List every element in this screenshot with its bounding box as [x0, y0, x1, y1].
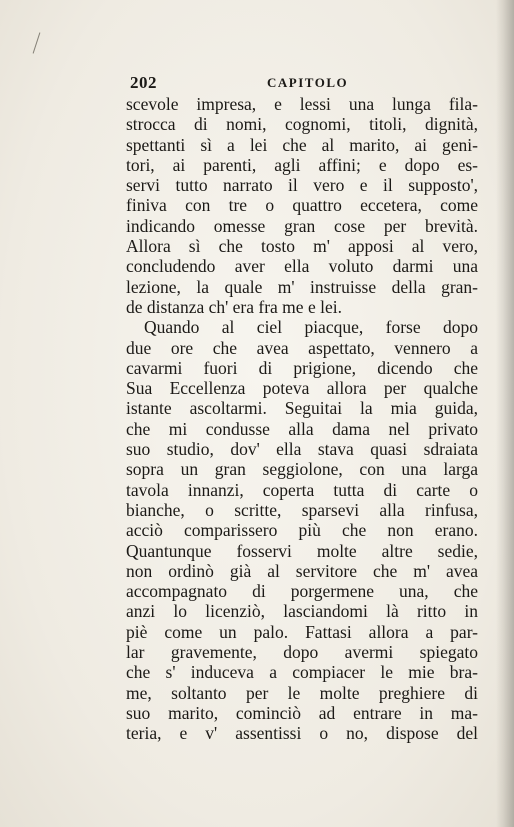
text-line: indicando omesse gran cose per brevità. [126, 215, 478, 236]
text-line: concludendo aver ella voluto darmi una [126, 256, 478, 277]
text-line: teria, e v' assentissi o no, dispose del [126, 723, 478, 744]
page-gutter-shadow [496, 0, 514, 827]
margin-pencil-mark [33, 32, 41, 53]
text-line: tavola innanzi, coperta tutta di carte o [126, 479, 478, 500]
text-line: lar gravemente, dopo avermi spiegato [126, 642, 478, 663]
text-line: accompagnato di porgermene una, che [126, 581, 478, 602]
text-line: suo studio, dov' ella stava quasi sdraiata [126, 439, 478, 460]
text-line: piè come un palo. Fattasi allora a par- [126, 621, 478, 642]
text-line: cavarmi fuori di prigione, dicendo che [126, 357, 478, 378]
text-line: bianche, o scritte, sparsevi alla rinfusa, [126, 499, 478, 520]
text-line: servi tutto narrato il vero e il supposto', [126, 175, 478, 196]
text-line: istante ascoltarmi. Seguitai la mia guida, [126, 398, 478, 419]
text-line: acciò comparissero più che non erano. [126, 520, 478, 541]
text-line: tori, ai parenti, agli affini; e dopo es- [126, 154, 478, 175]
text-line: non ordinò già al servitore che m' avea [126, 560, 478, 581]
text-line: de distanza ch' era fra me e lei. [126, 296, 342, 317]
text-line: strocca di nomi, cognomi, titoli, dignità, [126, 114, 478, 135]
text-line: anzi lo licenziò, lasciandomi là ritto in [126, 601, 478, 622]
text-line: Sua Eccellenza poteva allora per qualche [126, 378, 478, 399]
page-header [130, 73, 480, 93]
text-line: due ore che avea aspettato, vennero a [126, 337, 478, 358]
running-head: CAPITOLO [267, 75, 349, 90]
text-line: Quando al ciel piacque, forse dopo [144, 317, 478, 338]
text-line: che s' induceva a compiacer le mie bra- [126, 662, 478, 683]
text-line: me, soltanto per le molte preghiere di [126, 682, 478, 703]
text-line: finiva con tre o quattro eccetera, come [126, 195, 478, 216]
text-line: lezione, la quale m' instruisse della gran- [126, 276, 478, 297]
text-line: spettanti sì a lei che al marito, ai geni- [126, 134, 478, 155]
text-line: scevole impresa, e lessi una lunga fila- [126, 94, 478, 114]
text-line: suo marito, cominciò ad entrare in ma- [126, 702, 478, 723]
text-line: che mi condusse alla dama nel privato [126, 418, 478, 439]
body-text [126, 94, 478, 744]
text-line: Allora sì che tosto m' apposi al vero, [126, 236, 478, 257]
page-number: 202 [130, 73, 157, 92]
text-line: Quantunque fosservi molte altre sedie, [126, 540, 478, 561]
text-line: sopra un gran seggiolone, con una larga [126, 459, 478, 480]
